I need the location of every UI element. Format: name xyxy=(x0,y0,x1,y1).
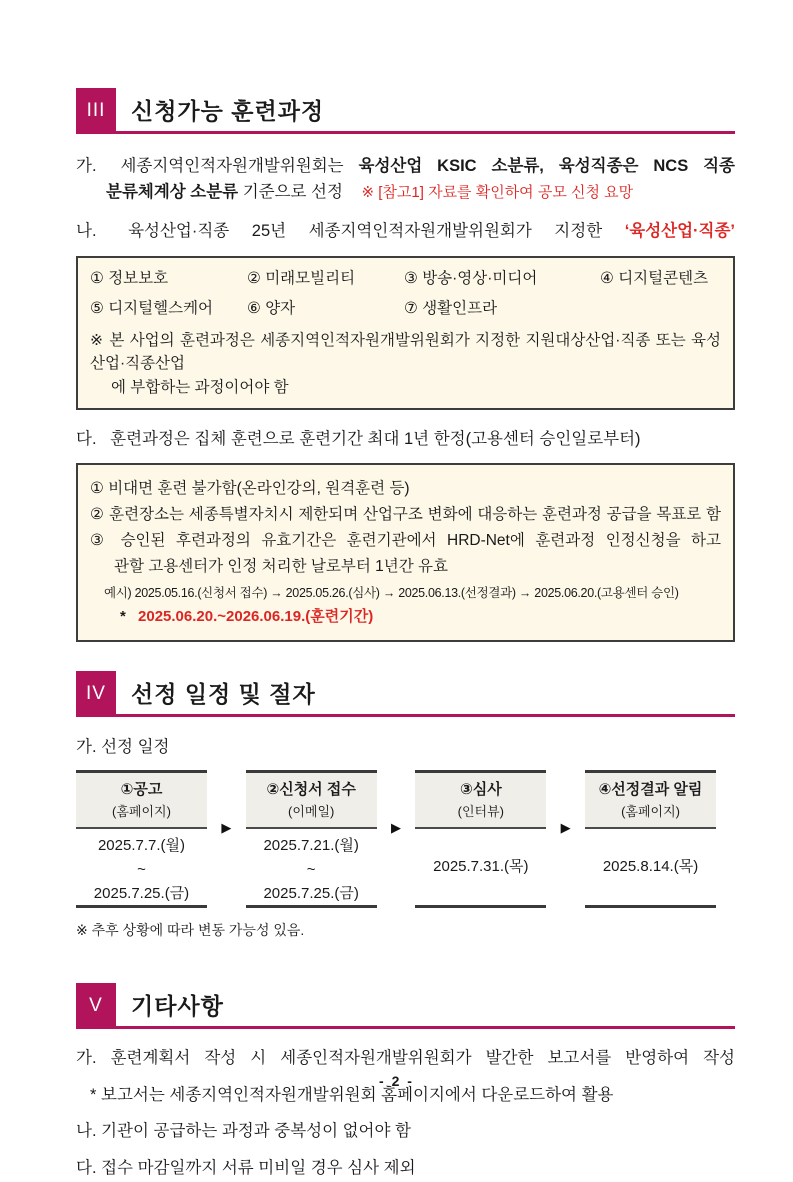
schedule-step-4 xyxy=(585,770,716,908)
section3-title-underline xyxy=(116,88,735,134)
etc-item-na: 나. 기관이 공급하는 과정과 중복성이 없어야 함 xyxy=(76,1122,411,1141)
section3-number-badge: III xyxy=(76,88,116,134)
step-2-method: (이메일) xyxy=(288,804,335,820)
schedule-step-3 xyxy=(415,770,546,908)
arrow-right-icon: ▶ xyxy=(391,820,401,836)
para-na xyxy=(76,219,735,245)
section5-title: 기타사항 xyxy=(131,993,224,1020)
section5-header xyxy=(76,983,735,1029)
section5-items xyxy=(76,1046,735,1181)
rule-line-3a: ③ 승인된 후련과정의 유효기간은 훈련기관에서 HRD-Net에 훈련과정 인정신청을 하고 xyxy=(90,532,721,549)
schedule-step-2 xyxy=(246,770,377,908)
rule-line-3b: 관할 고용센터가 인정 처리한 날로부터 1년간 유효 xyxy=(114,558,448,576)
section4-title-underline xyxy=(116,671,735,717)
industry-item-1: ① 정보보호 xyxy=(90,269,169,287)
item-ga-prefix: 가. xyxy=(76,157,97,175)
training-rules-box xyxy=(76,463,735,642)
schedule-gap-2 xyxy=(377,770,416,908)
step-1-title: ①공고 xyxy=(120,781,163,799)
schedule-step-2-header xyxy=(246,773,377,829)
industry-box-note-line2: 에 부합하는 과정이어야 함 xyxy=(111,378,289,396)
step-1-method: (홈페이지) xyxy=(112,804,171,820)
step-2-date-start: 2025.7.21.(월) xyxy=(263,837,359,855)
item-ga-bold: 육성산업 KSIC 소분류, 육성직종은 NCS 직종 xyxy=(358,157,735,175)
rule-line-2: ② 훈련장소는 세종특별자치시 제한되며 산업구조 변화에 대응하는 훈련과정 공급을 목표로 함 xyxy=(90,505,721,523)
para-da xyxy=(76,427,735,453)
schedule-gap-3 xyxy=(546,770,585,908)
step-2-date-end: 2025.7.25.(금) xyxy=(263,885,359,903)
section4-header xyxy=(76,671,735,717)
arrow-right-icon: ▶ xyxy=(560,820,571,836)
schedule-gap-1 xyxy=(207,770,246,908)
item-da-text: 훈련과정은 집체 훈련으로 훈련기간 최대 1년 한정(고용센터 승인일로부터) xyxy=(110,429,641,448)
item-na-normal: 육성산업·직종 25년 세종지역인적자원개발위원회가 지정한 xyxy=(128,222,603,241)
rule-example: 예시) 2025.05.16.(신청서 접수) → 2025.05.26.(심사) → 2025.06.13.(선정결과) → 2025.06.20.(고용센터 승인) xyxy=(104,585,679,600)
schedule-step-1-header xyxy=(76,773,207,829)
step-3-method: (인터뷰) xyxy=(457,804,505,820)
rule-line-1: ① 비대면 훈련 불가함(온라인강의, 원격훈련 등) xyxy=(90,479,410,497)
etc-item-da: 다. 접수 마감일까지 서류 미비일 경우 심사 제외 xyxy=(76,1159,416,1177)
arrow-right-icon: ▶ xyxy=(221,820,232,836)
para-ga-line2 xyxy=(76,180,735,206)
schedule-note: ※ 추후 상황에 따라 변동 가능성 있음. xyxy=(76,922,305,939)
step-1-date-start: 2025.7.7.(월) xyxy=(97,837,186,855)
schedule-subtitle: 가. 선정 일정 xyxy=(76,737,170,756)
schedule-step-2-dates xyxy=(246,829,377,905)
etc-item-ga-sub: * 보고서는 세종지역인적자원개발위원회 홈페이지에서 다운로드하여 활용 xyxy=(90,1085,614,1104)
step-1-tilde: ~ xyxy=(137,861,146,879)
item-ga-line2-note: ※ [참고1] 자료를 확인하여 공모 신청 요망 xyxy=(361,183,634,201)
industry-grid xyxy=(90,267,721,321)
section5-title-underline xyxy=(116,983,735,1029)
item-ga-line2-bold: 분류체계상 소분류 xyxy=(106,182,239,201)
step-4-title: ④선정결과 알림 xyxy=(598,781,703,799)
section4-number-badge: IV xyxy=(76,671,116,717)
industry-item-7: ⑦ 생활인프라 xyxy=(404,299,498,317)
training-period: 2025.06.20.~2026.06.19.(훈련기간) xyxy=(138,608,374,626)
page-number: - 2 - xyxy=(379,1073,414,1089)
industry-item-5: ⑤ 디지털헬스케어 xyxy=(90,299,214,317)
step-4-date: 2025.8.14.(목) xyxy=(602,858,699,876)
schedule-step-1-dates xyxy=(76,829,207,905)
item-da-prefix: 다. xyxy=(76,429,97,448)
industry-item-6: ⑥ 양자 xyxy=(247,299,296,317)
industry-item-4: ④ 디지털콘텐츠 xyxy=(600,269,709,287)
schedule-step-4-header xyxy=(585,773,716,829)
step-1-date-end: 2025.7.25.(금) xyxy=(93,885,190,903)
schedule-step-3-dates xyxy=(415,829,546,905)
step-4-method: (홈페이지) xyxy=(621,804,680,820)
period-star: * xyxy=(120,608,126,626)
etc-item-ga: 가. 훈련계획서 작성 시 세종인적자원개발위원회가 발간한 보고서를 반영하여 작성 xyxy=(76,1049,735,1068)
industry-box-note-line1: ※ 본 사업의 훈련과정은 세종지역인적자원개발위원회가 지정한 지원대상산업·직종 또는 육성산업·직종산업 xyxy=(90,332,721,373)
schedule-step-4-dates xyxy=(585,829,716,905)
step-3-date: 2025.7.31.(목) xyxy=(433,858,529,876)
item-ga-line2-normal: 기준으로 선정 xyxy=(242,182,343,201)
schedule-step-3-header xyxy=(415,773,546,829)
step-2-title: ②신청서 접수 xyxy=(266,781,356,799)
section4-title: 선정 일정 및 절자 xyxy=(131,680,316,707)
step-2-tilde: ~ xyxy=(306,861,316,879)
industry-item-3: ③ 방송·영상·미디어 xyxy=(404,269,538,287)
industry-item-2: ② 미래모빌리티 xyxy=(247,269,356,287)
section5-number-badge: V xyxy=(76,983,116,1029)
step-3-title: ③심사 xyxy=(460,781,502,799)
item-na-highlight: ‘육성산업·직종’ xyxy=(624,222,736,241)
item-ga-normal: 세종지역인적자원개발위원회는 xyxy=(120,157,344,175)
training-period-line xyxy=(90,606,721,629)
section3-title: 신청가능 훈련과정 xyxy=(131,98,325,124)
schedule-table xyxy=(76,770,716,908)
schedule-step-1 xyxy=(76,770,207,908)
item-na-prefix: 나. xyxy=(76,222,97,241)
para-ga-line1 xyxy=(76,154,735,180)
section3-header xyxy=(76,88,735,134)
industry-list-box xyxy=(76,256,735,410)
